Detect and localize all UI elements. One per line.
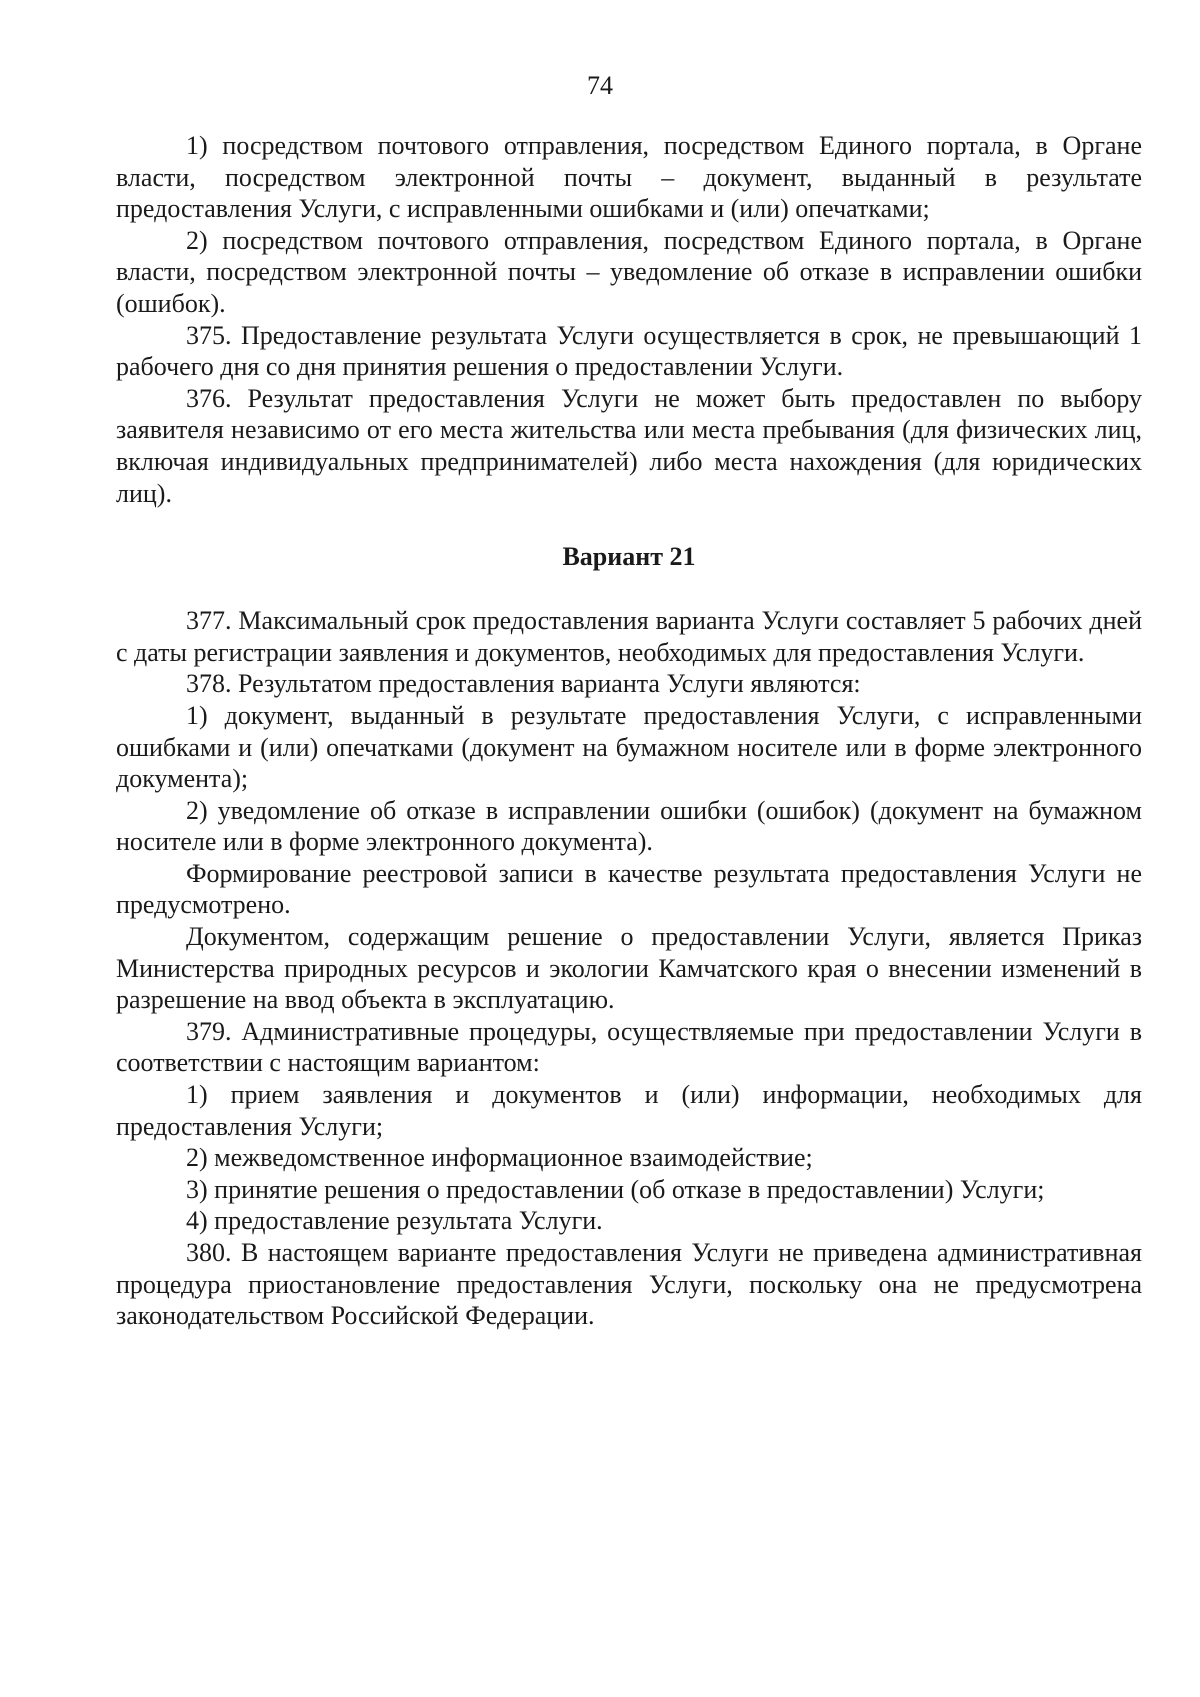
paragraph-registry-record: Формирование реестровой записи в качестве результата предоставления Услуги не предусмотрено. <box>116 858 1142 920</box>
list-item-procedure-1: 1) прием заявления и документов и (или) информации, необходимых для предоставления Услуги; <box>116 1080 1142 1141</box>
paragraph-delivery-corrected-document: 1) посредством почтового отправления, посредством Единого портала, в Органе власти, посредством электронной почты – документ, выданный в результате предоставления Услуги, с исправленными ошибками и (или) опечатками; <box>116 131 1142 224</box>
page-number: 74 <box>587 71 613 100</box>
list-item-procedure-2: 2) межведомственное информационное взаимодействие; <box>186 1143 813 1173</box>
paragraph-380: 380. В настоящем варианте предоставления Услуги не приведена административная процедура приостановление предоставления Услуги, поскольку она не предусмотрена законодательством Российской Федерации. <box>116 1238 1142 1331</box>
paragraph-375: 375. Предоставление результата Услуги осуществляется в срок, не превышающий 1 рабочего дня со дня принятия решения о предоставлении Услуги. <box>116 320 1142 382</box>
paragraph-377: 377. Максимальный срок предоставления варианта Услуги составляет 5 рабочих дней с даты регистрации заявления и документов, необходимых для предоставления Услуги. <box>116 606 1142 667</box>
list-item-procedure-3: 3) принятие решения о предоставлении (об отказе в предоставлении) Услуги; <box>186 1174 1045 1204</box>
list-item-result-2: 2) уведомление об отказе в исправлении ошибки (ошибок) (документ на бумажном носителе или в форме электронного документа). <box>116 795 1142 857</box>
list-item-result-1: 1) документ, выданный в результате предоставления Услуги, с исправленными ошибками и (или) опечатками (документ на бумажном носителе или в форме электронного документа); <box>116 700 1142 794</box>
section-heading-variant-21: Вариант 21 <box>562 542 696 572</box>
paragraph-delivery-refusal-notice: 2) посредством почтового отправления, посредством Единого портала, в Органе власти, посредством электронной почты – уведомление об отказе в исправлении ошибки (ошибок). <box>116 225 1142 318</box>
document-body <box>116 130 1142 1332</box>
paragraph-376: 376. Результат предоставления Услуги не может быть предоставлен по выбору заявителя независимо от его места жительства или места пребывания (для физических лиц, включая индивидуальных предпринимателей) либо места нахождения (для юридических лиц). <box>116 383 1142 508</box>
paragraph-378: 378. Результатом предоставления варианта Услуги являются: <box>186 669 861 699</box>
paragraph-decision-document: Документом, содержащим решение о предоставлении Услуги, является Приказ Министерства природных ресурсов и экологии Камчатского края о внесении изменений в разрешение на ввод объекта в эксплуатацию. <box>116 922 1142 1015</box>
list-item-procedure-4: 4) предоставление результата Услуги. <box>186 1206 603 1236</box>
paragraph-379: 379. Административные процедуры, осуществляемые при предоставлении Услуги в соответствии с настоящим вариантом: <box>116 1016 1142 1078</box>
